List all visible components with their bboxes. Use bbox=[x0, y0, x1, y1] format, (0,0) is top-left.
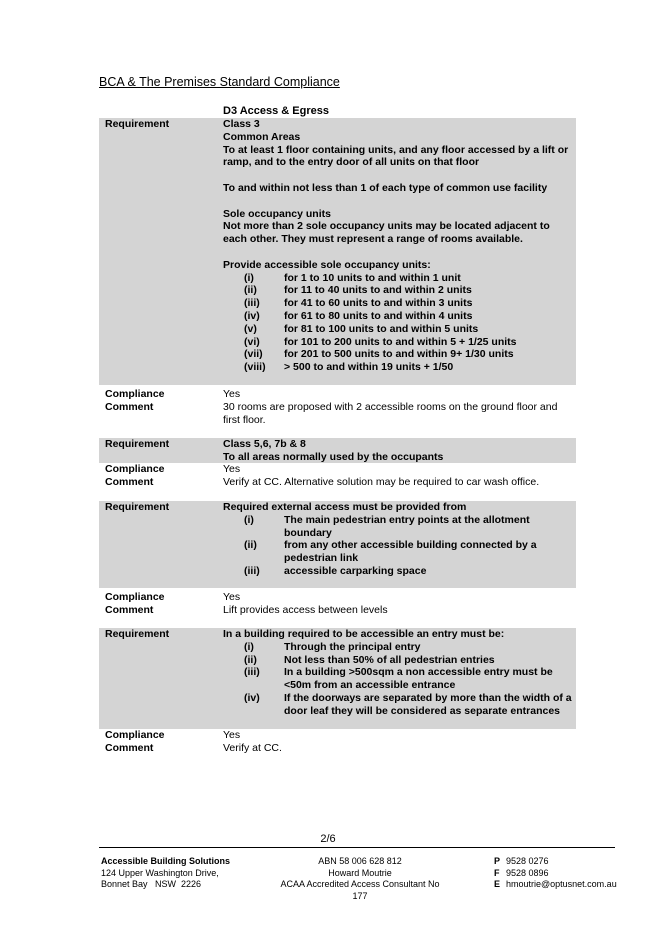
list-item bbox=[223, 336, 575, 349]
compliance-text bbox=[223, 463, 575, 489]
list-item-number: (iv) bbox=[244, 691, 260, 704]
list-item-number: (ii) bbox=[244, 284, 257, 297]
list-item-number: (vii) bbox=[244, 348, 263, 361]
list-item bbox=[223, 654, 575, 667]
requirement-text bbox=[223, 501, 575, 578]
blank-line bbox=[223, 169, 575, 182]
list-item-number: (ii) bbox=[244, 653, 257, 666]
compliance-row bbox=[99, 463, 576, 491]
text-line: Yes bbox=[223, 463, 241, 475]
list-item bbox=[223, 310, 575, 323]
list-item-text: Not less than 50% of all pedestrian entries bbox=[284, 653, 495, 666]
email-letter: E bbox=[494, 879, 501, 889]
list-item bbox=[223, 361, 575, 374]
list-item-text: The main pedestrian entry points at the allotment boundary bbox=[284, 513, 530, 539]
fax-letter: F bbox=[494, 867, 500, 878]
list-item bbox=[223, 666, 575, 692]
list-item-text: from any other accessible building connected by a pedestrian link bbox=[284, 539, 537, 565]
list-item-number: (iv) bbox=[244, 309, 260, 322]
list-item-text: If the doorways are separated by more than the width of a door leaf they will be considered as separate entrances bbox=[284, 691, 572, 717]
document-title: BCA & The Premises Standard Compliance bbox=[99, 75, 340, 89]
text-line: In a building required to be accessible an entry must be: bbox=[223, 628, 505, 640]
list-item-text: for 81 to 100 units to and within 5 units bbox=[284, 322, 479, 335]
list-item bbox=[223, 692, 575, 718]
footer-consultant-block bbox=[275, 856, 445, 902]
compliance-row bbox=[99, 388, 576, 431]
list-item bbox=[223, 284, 575, 297]
requirement-label: Requirement bbox=[105, 118, 170, 130]
phone-number: 9528 0276 bbox=[506, 856, 549, 866]
compliance-text bbox=[223, 388, 575, 426]
list-item bbox=[223, 514, 575, 540]
blank-line bbox=[223, 195, 575, 208]
compliance-comment-label bbox=[105, 591, 217, 617]
page-number: 2/6 bbox=[320, 833, 336, 845]
compliance-comment-label bbox=[105, 729, 217, 755]
text-line: Provide accessible sole occupancy units: bbox=[223, 258, 431, 271]
text-line: Verify at CC. bbox=[223, 741, 282, 754]
accreditation: ACAA Accredited Access Consultant No 177 bbox=[280, 879, 440, 901]
list-item-text: > 500 to and within 19 units + 1/50 bbox=[284, 361, 454, 374]
footer-contact-block bbox=[494, 856, 617, 891]
text-line: Lift provides access between levels bbox=[223, 603, 388, 616]
list-item-number: (i) bbox=[244, 640, 254, 653]
compliance-label: Compliance bbox=[105, 729, 165, 741]
list-item bbox=[223, 323, 575, 336]
comment-label: Comment bbox=[105, 741, 154, 754]
text-line: Required external access must be provided from bbox=[223, 501, 467, 513]
list-item-number: (viii) bbox=[244, 361, 266, 374]
compliance-label: Compliance bbox=[105, 591, 165, 603]
text-line: Sole occupancy units bbox=[223, 207, 331, 220]
list-item bbox=[223, 565, 575, 578]
text-line: Verify at CC. Alternative solution may be required to car wash office. bbox=[223, 475, 540, 488]
text-line: 30 rooms are proposed with 2 accessible rooms on the ground floor and first floor. bbox=[223, 400, 558, 426]
list-item-text: for 41 to 60 units to and within 3 units bbox=[284, 297, 473, 310]
requirement-row bbox=[99, 438, 576, 463]
text-line: Yes bbox=[223, 729, 241, 741]
list-item-text: Through the principal entry bbox=[284, 640, 421, 653]
email-link[interactable]: hmoutrie@optusnet.com.au bbox=[506, 879, 617, 889]
list-item-number: (i) bbox=[244, 513, 254, 526]
comment-label: Comment bbox=[105, 400, 154, 413]
requirement-text bbox=[223, 438, 575, 464]
footer-divider bbox=[99, 847, 615, 848]
compliance-comment-label bbox=[105, 388, 217, 414]
compliance-text bbox=[223, 591, 575, 617]
fax-number: 9528 0896 bbox=[506, 867, 549, 878]
footer-company-block bbox=[101, 856, 230, 891]
list-item bbox=[223, 272, 575, 285]
text-line: Yes bbox=[223, 388, 241, 400]
compliance-label: Compliance bbox=[105, 463, 165, 475]
text-line: Common Areas bbox=[223, 130, 301, 143]
list-item-text: for 11 to 40 units to and within 2 units bbox=[284, 284, 472, 297]
list-item-number: (v) bbox=[244, 322, 257, 335]
text-line: To all areas normally used by the occupants bbox=[223, 450, 444, 463]
requirement-row bbox=[99, 118, 576, 385]
list-item-number: (i) bbox=[244, 271, 254, 284]
list-item-text: accessible carparking space bbox=[284, 564, 427, 577]
text-line: Not more than 2 sole occupancy units may be located adjacent to each other. They must represent a range of rooms available. bbox=[223, 220, 550, 246]
requirement-label: Requirement bbox=[105, 501, 170, 513]
company-name: Accessible Building Solutions bbox=[101, 856, 231, 866]
list-item-text: for 101 to 200 units to and within 5 + 1/25 units bbox=[284, 335, 517, 348]
address-line-2: Bonnet Bay NSW 2226 bbox=[101, 879, 202, 889]
address-line-1: 124 Upper Washington Drive, bbox=[101, 867, 219, 878]
phone-letter: P bbox=[494, 856, 501, 866]
text-line: Class 5,6, 7b & 8 bbox=[223, 438, 306, 450]
requirement-row bbox=[99, 628, 576, 729]
requirement-label: Requirement bbox=[105, 628, 170, 640]
section-heading: D3 Access & Egress bbox=[223, 105, 329, 117]
abn: ABN 58 006 628 812 bbox=[318, 856, 402, 866]
list-item-number: (iii) bbox=[244, 297, 260, 310]
requirement-text bbox=[223, 628, 575, 718]
list-item bbox=[223, 539, 575, 565]
compliance-row bbox=[99, 591, 576, 620]
list-item bbox=[223, 297, 575, 310]
list-item-number: (ii) bbox=[244, 539, 257, 552]
list-item bbox=[223, 348, 575, 361]
list-item-text: for 61 to 80 units to and within 4 units bbox=[284, 309, 473, 322]
list-item-number: (iii) bbox=[244, 564, 260, 577]
text-line: Class 3 bbox=[223, 118, 260, 130]
compliance-row bbox=[99, 729, 576, 757]
requirement-label: Requirement bbox=[105, 438, 170, 450]
text-line: To at least 1 floor containing units, and any floor accessed by a lift or ramp, and to the entry door of all units on that floor bbox=[223, 143, 569, 169]
requirement-row bbox=[99, 501, 576, 588]
consultant-name: Howard Moutrie bbox=[328, 867, 392, 878]
compliance-text bbox=[223, 729, 575, 755]
comment-label: Comment bbox=[105, 603, 154, 616]
compliance-comment-label bbox=[105, 463, 217, 489]
list-item-number: (vi) bbox=[244, 335, 260, 348]
list-item-text: In a building >500sqm a non accessible entry must be <50m from an accessible entrance bbox=[284, 666, 553, 692]
text-line: To and within not less than 1 of each type of common use facility bbox=[223, 181, 548, 194]
compliance-label: Compliance bbox=[105, 388, 165, 400]
list-item bbox=[223, 641, 575, 654]
list-item-number: (iii) bbox=[244, 666, 260, 679]
text-line: Yes bbox=[223, 591, 241, 603]
list-item-text: for 201 to 500 units to and within 9+ 1/30 units bbox=[284, 348, 514, 361]
comment-label: Comment bbox=[105, 475, 154, 488]
list-item-text: for 1 to 10 units to and within 1 unit bbox=[284, 271, 461, 284]
requirement-text bbox=[223, 118, 575, 374]
blank-line bbox=[223, 246, 575, 259]
